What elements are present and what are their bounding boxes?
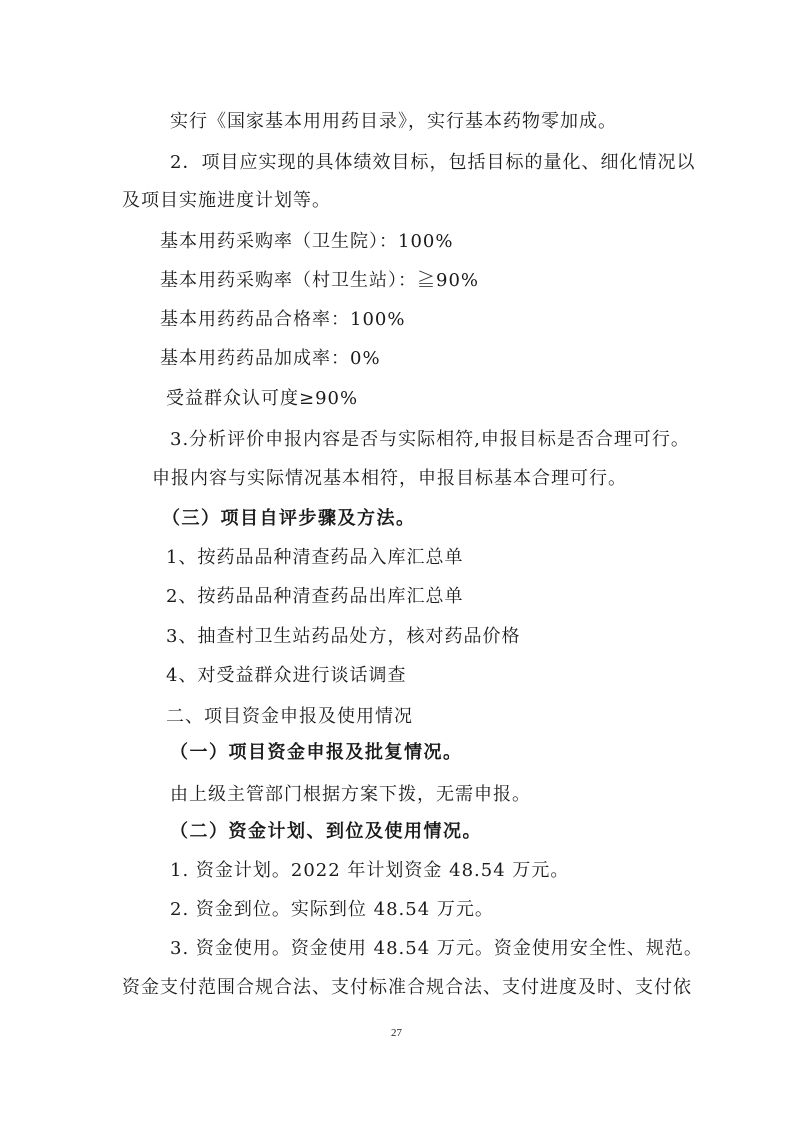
paragraph-line-3: 及项目实施进度计划等。 [122, 190, 331, 211]
target-line-1: 基本用药采购率（卫生院）：100% [160, 231, 454, 252]
step-item-2: 2、按药品品种清查药品出库汇总单 [166, 586, 464, 607]
fund-item-2: 2. 资金到位。实际到位 48.54 万元。 [170, 899, 494, 920]
section-heading-3: （三）项目自评步骤及方法。 [162, 508, 416, 529]
paragraph-line-6: 由上级主管部门根据方案下拨，无需申报。 [170, 784, 531, 805]
fund-item-1: 1. 资金计划。2022 年计划资金 48.54 万元。 [170, 860, 570, 881]
paragraph-line-5: 申报内容与实际情况基本相符，申报目标基本合理可行。 [152, 468, 627, 489]
paragraph-line-2: 2．项目应实现的具体绩效目标，包括目标的量化、细化情况以 [170, 152, 696, 173]
target-line-5: 受益群众认可度≥90% [166, 388, 359, 409]
page-number: 27 [391, 1027, 402, 1039]
target-line-4: 基本用药药品加成率：0% [160, 348, 381, 369]
step-item-1: 1、按药品品种清查药品入库汇总单 [166, 547, 464, 568]
target-line-3: 基本用药药品合格率：100% [160, 309, 406, 330]
step-item-3: 3、抽查村卫生站药品处方，核对药品价格 [166, 626, 521, 647]
fund-item-3: 3. 资金使用。资金使用 48.54 万元。资金使用安全性、规范。 [170, 938, 703, 959]
chapter-heading-2: 二、项目资金申报及使用情况 [166, 706, 413, 727]
target-line-2: 基本用药采购率（村卫生站）：≧90% [160, 270, 480, 291]
paragraph-line-4: 3.分析评价申报内容是否与实际相符,申报目标是否合理可行。 [170, 429, 690, 450]
paragraph-line-1: 实行《国家基本用用药目录》，实行基本药物零加成。 [170, 111, 617, 132]
section-heading-2: （二）资金计划、到位及使用情况。 [170, 821, 482, 842]
paragraph-line-7: 资金支付范围合规合法、支付标准合规合法、支付进度及时、支付依 [122, 977, 692, 998]
section-heading-1: （一）项目资金申报及批复情况。 [170, 742, 463, 763]
step-item-4: 4、对受益群众进行谈话调查 [166, 665, 407, 686]
